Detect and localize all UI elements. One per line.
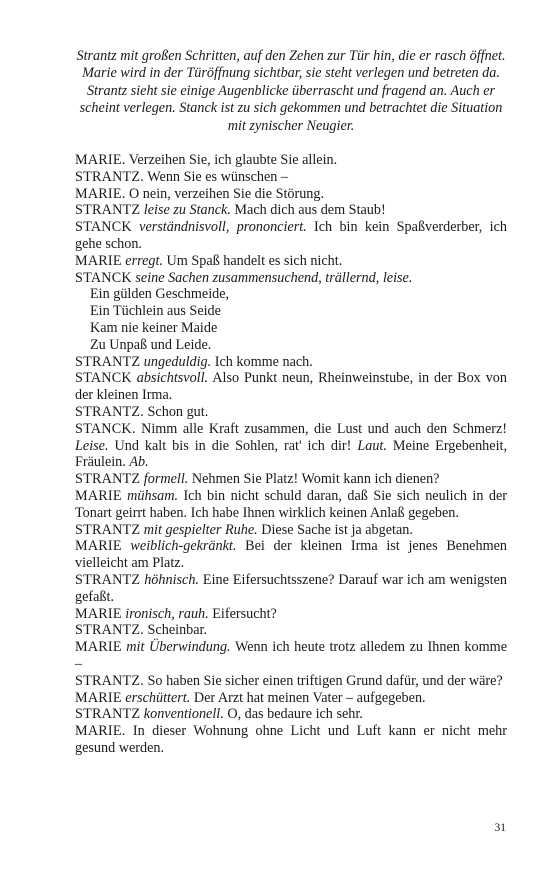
- speaker-name: MARIE: [75, 538, 122, 555]
- speaker-name: STRANTZ.: [75, 168, 144, 185]
- dialogue-line: [75, 186, 507, 203]
- speaker-name: MARIE.: [75, 152, 126, 169]
- stage-direction-1: Strantz mit großen Schritten, auf den Zehen zur Tür hin, die er rasch öffnet.: [76, 48, 506, 64]
- stage-direction-inline: ironisch, rauh.: [121, 605, 209, 622]
- speaker-name: STANCK: [75, 269, 132, 286]
- speaker-name: MARIE: [75, 689, 122, 706]
- script-text: [75, 152, 507, 757]
- speaker-name: MARIE: [75, 605, 122, 622]
- spacer: [75, 135, 507, 152]
- speaker-name: STANCK.: [75, 420, 136, 437]
- dialogue-text: Ich bin nicht schuld daran, daß Sie sich neulich in der Tonart geirrt haben. Ich habe Ihnen wirklich keinen Anlaß gegeben.: [75, 487, 507, 521]
- stage-direction-2: Marie wird in der Türöffnung sichtbar, sie steht verlegen und betreten da. Strantz sieht sie einige Augenblicke überrascht und fragend an. Auch er scheint verlegen. Stanck ist zu sich gekommen und betrachtet die Situation mit zynischer Neugier.: [79, 65, 503, 134]
- dialogue-text: Und kalt bis in die Sohlen, rat' ich dir!: [108, 437, 358, 454]
- stage-direction-inline: mit Überwindung.: [121, 639, 231, 656]
- dialogue-text: In dieser Wohnung ohne Licht und Luft kann er nicht mehr gesund werden.: [75, 723, 507, 756]
- stage-direction-inline: verständnisvoll, prononciert.: [131, 219, 307, 236]
- dialogue-text: Ich komme nach.: [211, 353, 313, 370]
- dialogue-text: Der Arzt hat meinen Vater – aufgegeben.: [190, 689, 426, 706]
- stage-direction-inline: höhnisch.: [140, 571, 199, 588]
- stage-direction-inline: seine Sachen zusammensuchend, trällernd, leise.: [131, 269, 413, 286]
- dialogue-line: [75, 639, 507, 673]
- dialogue-text: Nimm alle Kraft zusammen, die Lust und auch den Schmerz!: [135, 420, 507, 437]
- stage-direction-inline: mit gespielter Ruhe.: [140, 521, 258, 538]
- stage-direction-inline: erschüttert.: [121, 689, 191, 706]
- dialogue-line: [75, 622, 507, 639]
- speaker-name: STRANTZ: [75, 471, 141, 488]
- dialogue-line: [75, 370, 507, 404]
- dialogue-line: [75, 606, 507, 623]
- dialogue-text: Wenn Sie es wünschen –: [144, 168, 288, 185]
- verse-line: Ein gülden Geschmeide,: [90, 286, 230, 303]
- verse-line: Ein Tüchlein aus Seide: [90, 303, 221, 320]
- dialogue-text: O nein, verzeihen Sie die Störung.: [125, 185, 325, 202]
- stage-direction-inline: ungeduldig.: [140, 353, 212, 370]
- dialogue-text: Um Spaß handelt es sich nicht.: [162, 252, 343, 269]
- dialogue-text: Scheinbar.: [144, 622, 208, 639]
- dialogue-line: [75, 270, 507, 287]
- speaker-name: MARIE.: [75, 185, 126, 202]
- speaker-name: STRANTZ: [75, 521, 141, 538]
- dialogue-text: Eifersucht?: [208, 605, 277, 622]
- dialogue-line: [75, 538, 507, 572]
- dialogue-text: Schon gut.: [144, 403, 209, 420]
- dialogue-text: Mach dich aus dem Staub!: [230, 202, 386, 219]
- speaker-name: MARIE: [75, 487, 122, 504]
- dialogue-text: Verzeihen Sie, ich glaubte Sie allein.: [125, 152, 338, 169]
- speaker-name: MARIE: [75, 639, 122, 656]
- page-body: [75, 48, 507, 757]
- speaker-name: STANCK: [75, 219, 132, 236]
- speaker-name: MARIE: [75, 252, 122, 269]
- dialogue-line: [75, 202, 507, 219]
- dialogue-text: Wenn ich heute trotz alledem zu Ihnen komme –: [75, 639, 507, 672]
- dialogue-text: Meine Ergebenheit, Fräulein.: [75, 437, 507, 471]
- dialogue-text: Ich bin kein Spaßverderber, ich gehe schon.: [75, 219, 508, 253]
- stage-direction-inline: absichtsvoll.: [131, 370, 209, 387]
- dialogue-line: [75, 421, 507, 471]
- speaker-name: STRANTZ: [75, 202, 141, 219]
- dialogue-text: Bei der kleinen Irma ist jenes Benehmen vielleicht am Platz.: [75, 538, 507, 572]
- dialogue-line: [75, 253, 507, 270]
- speaker-name: STRANTZ.: [75, 403, 144, 420]
- speaker-name: STRANTZ.: [75, 622, 144, 639]
- dialogue-line: [75, 152, 507, 169]
- speaker-name: STRANTZ: [75, 353, 141, 370]
- dialogue-line: [75, 522, 507, 539]
- stage-direction-inline: weiblich-gekränkt.: [121, 538, 237, 555]
- dialogue-line: [75, 572, 507, 606]
- speaker-name: MARIE.: [75, 723, 126, 740]
- dialogue-text: Nehmen Sie Platz! Womit kann ich dienen?: [188, 471, 440, 488]
- verse-line: Zu Unpaß und Leide.: [90, 336, 212, 353]
- dialogue-text: Also Punkt neun, Rheinweinstube, in der Box von der kleinen Irma.: [75, 370, 507, 404]
- dialogue-text: O, das bedaure ich sehr.: [223, 706, 363, 723]
- dialogue-line: [75, 471, 507, 488]
- stage-direction-inline: konventionell.: [140, 706, 224, 723]
- dialogue-line: [75, 404, 507, 421]
- stage-direction-inline: formell.: [140, 471, 189, 488]
- page-number: 31: [494, 822, 506, 834]
- dialogue-line: [75, 488, 507, 522]
- stage-direction-inline: Leise.: [75, 437, 109, 454]
- dialogue-line: [75, 219, 507, 253]
- dialogue-line: [75, 690, 507, 707]
- dialogue-line: [75, 723, 507, 757]
- speaker-name: STANCK: [75, 370, 132, 387]
- stage-direction-inline: Ab.: [129, 454, 149, 471]
- dialogue-text: So haben Sie sicher einen triftigen Grund dafür, und der wäre?: [144, 672, 503, 689]
- dialogue-line: [75, 673, 507, 690]
- stage-direction-inline: Laut.: [357, 437, 387, 454]
- stage-direction-inline: mühsam.: [121, 487, 179, 504]
- stage-direction-inline: erregt.: [121, 252, 163, 269]
- dialogue-line: [75, 354, 507, 371]
- speaker-name: STRANTZ: [75, 706, 141, 723]
- dialogue-line: [75, 706, 507, 723]
- dialogue-text: Diese Sache ist ja abgetan.: [257, 521, 413, 538]
- speaker-name: STRANTZ: [75, 571, 141, 588]
- dialogue-line: [75, 169, 507, 186]
- dialogue-text: Eine Eifersuchtsszene? Darauf war ich am wenigsten gefaßt.: [75, 571, 507, 605]
- speaker-name: STRANTZ.: [75, 672, 144, 689]
- verse-line: Kam nie keiner Maide: [90, 320, 218, 336]
- stage-direction-inline: leise zu Stanck.: [140, 202, 231, 219]
